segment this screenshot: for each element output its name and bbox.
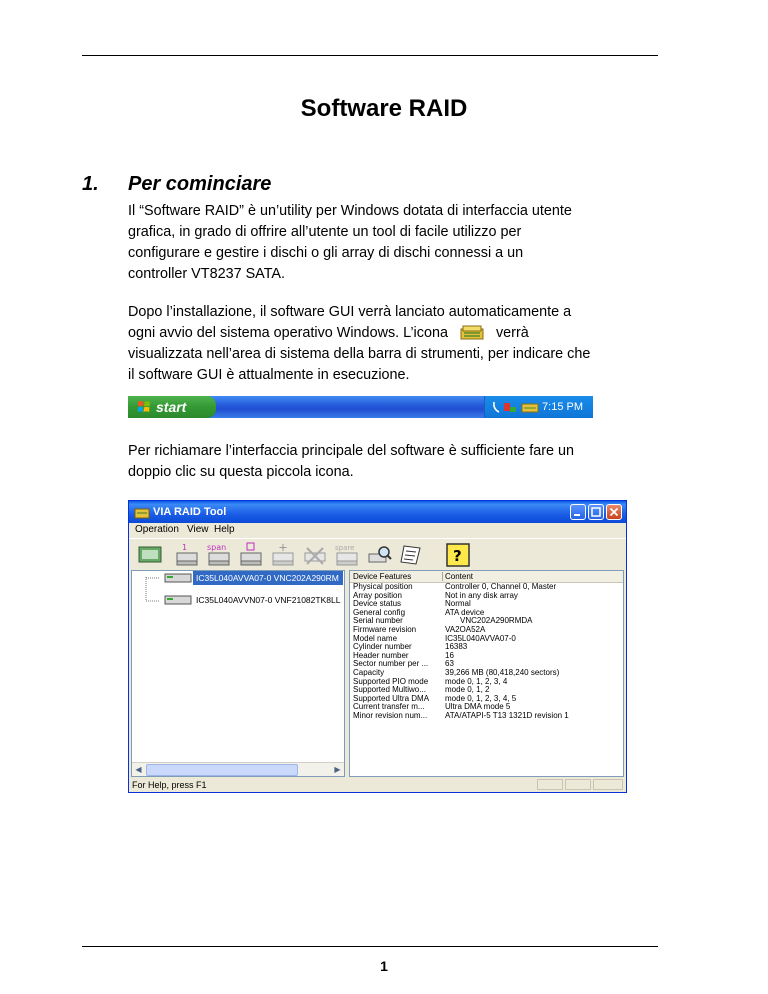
- spare-disk-icon[interactable]: [334, 542, 360, 568]
- content-cell: ATA/ATAPI-5 T13 1321D revision 1: [445, 710, 569, 720]
- feature-cell: Header number: [353, 651, 409, 660]
- scroll-left-icon[interactable]: ◀: [135, 765, 142, 774]
- menu-bar: [129, 523, 626, 538]
- scroll-thumb[interactable]: [146, 764, 298, 776]
- status-text: For Help, press F1: [132, 780, 207, 790]
- svg-text:1: 1: [182, 543, 188, 552]
- feature-cell: Sector number per ...: [353, 660, 429, 669]
- content-cell: IC35L040AVVA07-0: [445, 633, 516, 643]
- text-line: configurare e gestire i dischi o gli array di dischi connessi a un: [128, 245, 524, 261]
- content-cell: Normal: [445, 599, 471, 609]
- refresh-icon[interactable]: [137, 542, 163, 568]
- content-cell: mode 0, 1, 2: [445, 685, 490, 695]
- column-header-content[interactable]: Content: [445, 572, 474, 581]
- feature-cell: Array position: [353, 591, 402, 600]
- content-cell: Not in any disk array: [445, 590, 518, 600]
- feature-cell: Model name: [353, 634, 398, 643]
- table-body: [350, 583, 623, 721]
- device-details-table: [349, 570, 624, 777]
- text-line: Dopo l’installazione, il software GUI verrà lanciato automaticamente a: [128, 304, 572, 320]
- status-bar: [129, 778, 626, 792]
- page-number: 1: [380, 958, 388, 974]
- add-disk-icon[interactable]: [270, 542, 296, 568]
- content-cell: 63: [445, 659, 454, 669]
- main-panes: [131, 570, 624, 777]
- table-row[interactable]: [350, 617, 623, 626]
- column-header-features[interactable]: Device Features: [353, 572, 412, 581]
- create-span-icon[interactable]: [206, 542, 232, 568]
- text-fragment: ogni avvio del sistema operativo Windows. L’icona: [128, 325, 448, 341]
- menu-operation[interactable]: Operation: [135, 524, 179, 535]
- feature-cell: Firmware revision: [353, 625, 417, 634]
- svg-text:span: span: [207, 543, 227, 552]
- menu-view[interactable]: View: [187, 524, 209, 535]
- horizontal-scrollbar[interactable]: [132, 762, 344, 776]
- text-line: controller VT8237 SATA.: [128, 266, 286, 282]
- window-title: VIA RAID Tool: [153, 506, 227, 518]
- feature-cell: Supported Multiwo...: [353, 686, 426, 695]
- feature-cell: Cylinder number: [353, 643, 412, 652]
- content-cell: Ultra DMA mode 5: [445, 702, 511, 712]
- help-icon[interactable]: [445, 542, 471, 568]
- content-cell: VA2OA52A: [445, 624, 486, 634]
- column-divider[interactable]: [442, 572, 443, 581]
- windows-taskbar: [128, 396, 593, 418]
- tree-disk-item[interactable]: [142, 593, 345, 607]
- title-bar[interactable]: [129, 501, 626, 523]
- table-row[interactable]: [350, 635, 623, 644]
- table-row[interactable]: [350, 652, 623, 661]
- table-row[interactable]: [350, 712, 623, 721]
- delete-array-icon[interactable]: [302, 542, 328, 568]
- windows-logo-icon: [137, 400, 151, 414]
- feature-cell: Supported Ultra DMA: [353, 694, 430, 703]
- install-paragraph: [128, 302, 668, 386]
- text-line: Il “Software RAID” è un’utility per Windows dotata di interfaccia utente: [128, 203, 572, 219]
- feature-cell: Minor revision num...: [353, 711, 428, 720]
- tray-icons[interactable]: [491, 399, 541, 415]
- status-panel: [593, 779, 623, 790]
- footer-rule: [82, 946, 658, 947]
- text-line: Per richiamare l’interfaccia principale del software è sufficiente fare un: [128, 443, 575, 459]
- toolbar: [129, 538, 626, 571]
- feature-cell: Physical position: [353, 583, 413, 591]
- feature-cell: Capacity: [353, 668, 385, 677]
- content-cell: 16: [445, 650, 454, 660]
- table-row[interactable]: [350, 592, 623, 601]
- section-number: 1.: [82, 173, 99, 195]
- doubleclick-paragraph: [128, 441, 668, 483]
- create-raid0-icon[interactable]: [174, 542, 200, 568]
- close-icon: [607, 505, 621, 519]
- hard-disk-icon: [142, 571, 202, 585]
- text-line: [128, 323, 668, 344]
- content-cell: 16383: [445, 642, 468, 652]
- content-cell: VNC202A290RMDA: [460, 616, 533, 626]
- maximize-button[interactable]: [588, 504, 604, 520]
- content-cell: mode 0, 1, 2, 3, 4, 5: [445, 693, 517, 703]
- table-row[interactable]: [350, 600, 623, 609]
- clock[interactable]: 7:15 PM: [542, 401, 583, 413]
- app-icon: [134, 505, 150, 519]
- section-title: Per cominciare: [128, 173, 272, 195]
- maximize-icon: [589, 505, 603, 519]
- svg-text:?: ?: [453, 547, 462, 565]
- start-label: start: [156, 399, 187, 415]
- header-rule: [82, 55, 658, 56]
- close-button[interactable]: [606, 504, 622, 520]
- text-line: doppio clic su questa piccola icona.: [128, 464, 354, 480]
- inspect-disk-icon[interactable]: [366, 542, 392, 568]
- content-cell: Controller 0, Channel 0, Master: [445, 582, 557, 591]
- status-panel: [565, 779, 591, 790]
- feature-cell: General config: [353, 608, 406, 617]
- minimize-icon: [571, 505, 585, 519]
- start-button[interactable]: [128, 396, 216, 418]
- text-line: visualizzata nell’area di sistema della barra di strumenti, per indicare che: [128, 346, 591, 362]
- feature-cell: Device status: [353, 600, 402, 609]
- feature-cell: Current transfer m...: [353, 703, 425, 712]
- content-cell: mode 0, 1, 2, 3, 4: [445, 676, 508, 686]
- menu-help[interactable]: Help: [214, 524, 235, 535]
- content-cell: ATA device: [445, 607, 485, 617]
- svg-text:spare: spare: [335, 544, 355, 552]
- hard-disk-icon: [142, 593, 202, 607]
- minimize-button[interactable]: [570, 504, 586, 520]
- intro-paragraph: [128, 201, 668, 285]
- document-title: Software RAID: [300, 95, 468, 122]
- text-line: il software GUI è attualmente in esecuzione.: [128, 367, 410, 383]
- create-raid1-icon[interactable]: [238, 542, 264, 568]
- text-fragment: verrà: [495, 325, 529, 341]
- via-raid-tool-window: [128, 500, 627, 793]
- status-panel: [537, 779, 563, 790]
- raid-tray-icon: [460, 324, 484, 340]
- feature-cell: Supported PIO mode: [353, 677, 429, 686]
- disk-tree[interactable]: [131, 570, 345, 777]
- text-line: grafica, in grado di offrire all’utente un tool di facile utilizzo per: [128, 224, 522, 240]
- disk-label: IC35L040AVVA07-0 VNC202A290RM: [196, 573, 339, 583]
- disk-label: IC35L040AVVN07-0 VNF21082TK8LL: [196, 595, 341, 605]
- feature-cell: Serial number: [353, 617, 403, 626]
- table-row[interactable]: [350, 643, 623, 652]
- scroll-right-icon[interactable]: ▶: [334, 765, 341, 774]
- properties-icon[interactable]: [398, 542, 424, 568]
- tree-disk-item[interactable]: [142, 571, 345, 585]
- system-tray: [484, 396, 593, 418]
- content-cell: 39,266 MB (80,418,240 sectors): [445, 667, 560, 677]
